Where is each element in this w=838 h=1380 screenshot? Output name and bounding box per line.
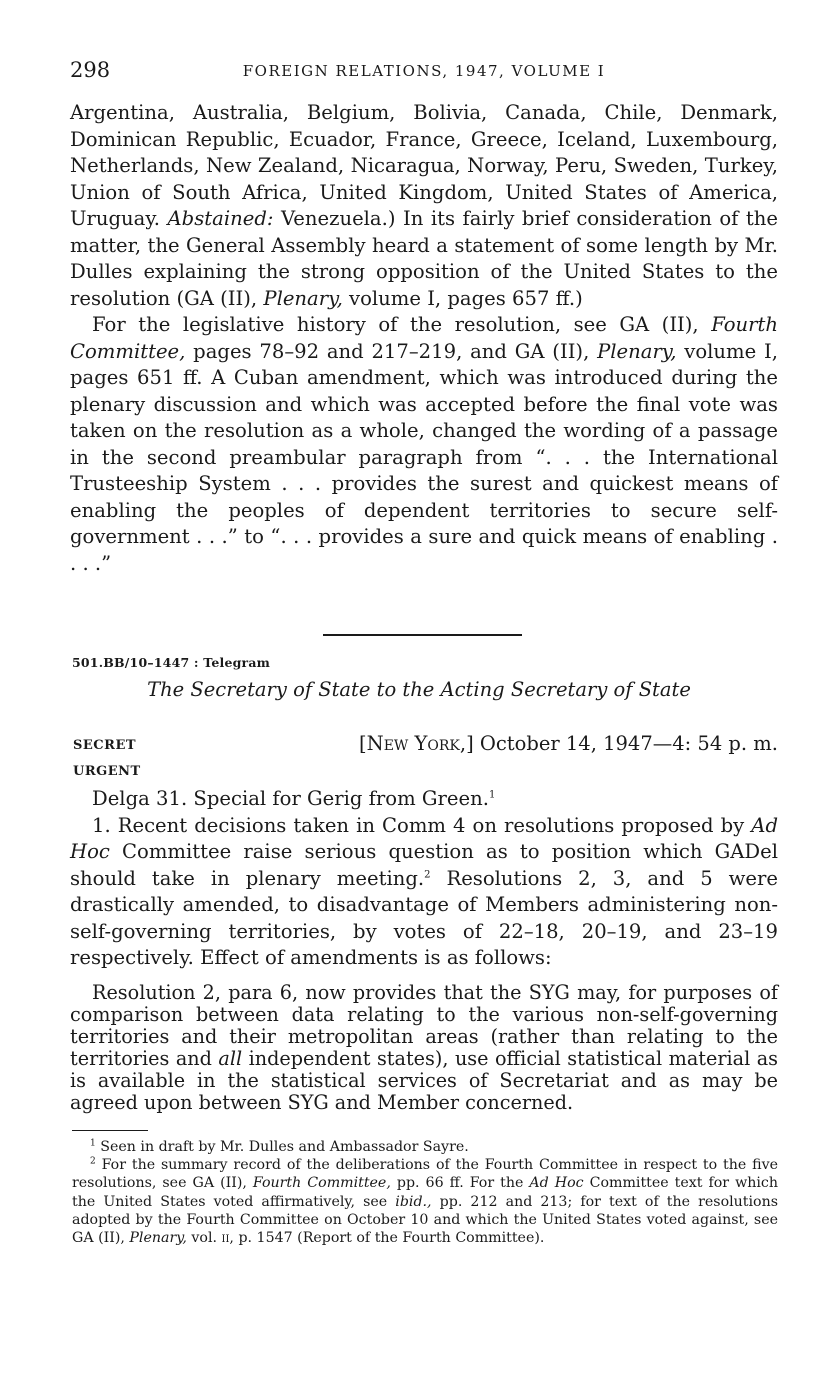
paragraph-vote-list: Argentina, Australia, Belgium, Bolivia, Canada, Chile, Denmark, Dominican Republic, Ecuador, France, Greece, Iceland, Luxembourg, Netherlands, New Zealand, Nicaragua, Norway, Peru, Sweden, Turkey, Union of South Africa, United Kingdom, United States of America, Uruguay. Abstained: Venezuela.) In its fairly brief consideration of the matter, the General Assembly heard a statement of some length by Mr. Dulles explaining the strong opposition of the United States to the resolution (GA (II), Plenary, volume I, pages 657 ff.) [70, 101, 778, 310]
telegram-body [70, 786, 778, 972]
telegram-paragraph-1: Delga 31. Special for Gerig from Green.$^1$ [92, 787, 496, 810]
classification-secret: SECRET [73, 738, 137, 753]
telegram-quoted-block [70, 982, 778, 1114]
section-divider [323, 634, 522, 636]
paragraph-legislative-history: For the legislative history of the resolution, see GA (II), Fourth Committee, pages 78–92 and 217–219, and GA (II), Plenary, volume I, pages 651 ff. A Cuban amendment, which was introduced during the plenary discussion and which was accepted before the final vote was taken on the resolution as a whole, changed the wording of a passage in the second preambular paragraph from “. . . the International Trusteeship System . . . provides the surest and quickest means of enabling the peoples of dependent territories to secure self-government . . .” to “. . . provides a sure and quick means of enabling . . . .” [70, 313, 778, 575]
footnote-ref-2[interactable]: 2 [424, 868, 431, 880]
file-reference: 501.BB/10–1447 : Telegram [72, 655, 271, 670]
page-number: 298 [70, 58, 111, 82]
dateline: [New York,] October 14, 1947—4: 54 p. m. [359, 732, 778, 755]
telegram-paragraph-3: Resolution 2, para 6, now provides that the SYG may, for purposes of comparison between data relating to the various non-self-governing territories and their metropolitan areas (rather than relating to the territories and all independent states), use official statistical material as is available in the statistical services of Secretariat and as may be agreed upon between SYG and Member concerned. [70, 981, 778, 1114]
telegram-paragraph-2: 1. Recent decisions taken in Comm 4 on resolutions proposed by Ad Hoc Committee raise serious question as to position which GADel should take in plenary meeting.$^2$ Resolutions 2, 3, and 5 were drastically amended, to disadvantage of Members administering non-self-governing territories, by votes of 22–18, 20–19, and 23–19 respectively. Effect of amendments is as follows: [70, 813, 778, 969]
footnote-2: $^2$ For the summary record of the deliberations of the Fourth Committee in respect to the five resolutions, see GA (II), Fourth Committee, pp. 66 ff. For the Ad Hoc Committee text for which the United States voted affirmatively, see ibid., pp. 212 and 213; for text of the resolutions adopted by the Fourth Committee on October 10 and which the United States voted against, see GA (II), Plenary, vol. ii, p. 1547 (Report of the Fourth Committee). [72, 1156, 778, 1247]
footnote-ref-1[interactable]: 1 [488, 789, 496, 801]
footnote-divider [72, 1130, 148, 1131]
classification-urgent: URGENT [73, 764, 141, 779]
footnote-1: $^1$ Seen in draft by Mr. Dulles and Ambassador Sayre. [90, 1138, 469, 1155]
editorial-note [70, 100, 778, 577]
footnotes [72, 1138, 778, 1247]
page-header [70, 58, 778, 88]
document-title: The Secretary of State to the Acting Secretary of State [147, 678, 691, 701]
running-head: FOREIGN RELATIONS, 1947, VOLUME I [242, 62, 606, 80]
